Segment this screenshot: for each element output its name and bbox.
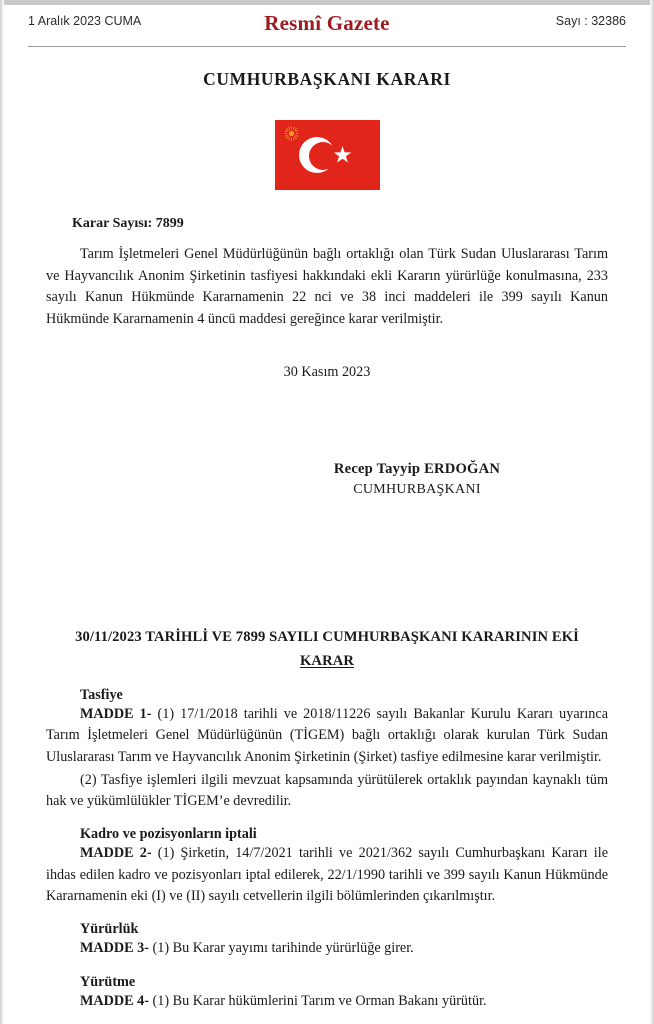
article-4 bbox=[40, 974, 614, 1012]
masthead-divider bbox=[28, 46, 626, 47]
article-1-body bbox=[46, 704, 608, 768]
annex-section bbox=[28, 626, 626, 1012]
article-1-label: Tasfiye bbox=[80, 687, 123, 703]
signatory-name: Recep Tayyip ERDOĞAN bbox=[333, 461, 501, 478]
article-3 bbox=[40, 921, 614, 959]
masthead-issue-number: Sayı : 32386 bbox=[555, 14, 626, 28]
page-title: CUMHURBAŞKANI KARARI bbox=[203, 69, 451, 89]
article-2-label: Kadro ve pozisyonların iptali bbox=[80, 826, 257, 843]
article-2 bbox=[40, 826, 614, 907]
gazette-title: Resmî Gazete bbox=[264, 11, 390, 35]
article-3-text: (1) Bu Karar yayımı tarihinde yürürlüğe girer. bbox=[148, 940, 414, 957]
article-4-label: Yürütme bbox=[80, 973, 136, 990]
masthead-date: 1 Aralık 2023 CUMA bbox=[28, 14, 142, 28]
crescent-inner-shape bbox=[309, 142, 337, 170]
article-2-text: (1) Şirketin, 14/7/2021 tarihli ve 2021/362 sayılı Cumhurbaşkanı Kararı ile ihdas edilen kadro ve pozisyonları iptal edilerek, 22/1/1990 tarihli ve 399 sayılı Kanun Hükmünde Kararnamenin eki (I) ve (II) sayılı cetvellerin ilgili bölümlerinden çıkarılmıştır. bbox=[46, 845, 608, 905]
signature-block bbox=[28, 461, 626, 498]
article-1 bbox=[40, 687, 614, 812]
turkish-flag-icon bbox=[275, 120, 380, 190]
decision-number: Karar Sayısı: 7899 bbox=[72, 216, 184, 231]
annex-heading-line-1: 30/11/2023 TARİHLİ VE 7899 SAYILI CUMHURBAŞKANI KARARININ EKİ bbox=[75, 629, 579, 646]
article-4-body bbox=[46, 991, 608, 1012]
decree-body-paragraph: Tarım İşletmeleri Genel Müdürlüğünün bağlı ortaklığı olan Türk Sudan Uluslararası Tarım ve Hayvancılık Anonim Şirketinin tasfiyesi hakkındaki ekli Kararın yürürlüğe konulmasına, 233 sayılı Kanun Hükmünde Kararnamenin 22 nci ve 38 inci maddeleri ile 399 sayılı Kanun Hükmünde Kararnamenin 4 üncü maddesi gereğince karar verilmiştir. bbox=[46, 246, 608, 327]
article-3-label: Yürürlük bbox=[80, 921, 139, 938]
annex-heading bbox=[40, 626, 614, 673]
article-2-madde: MADDE 2- bbox=[80, 845, 152, 862]
article-1-madde: MADDE 1- bbox=[80, 706, 152, 722]
article-2-body bbox=[46, 843, 608, 907]
article-1-subparagraph: (2) Tasfiye işlemleri ilgili mevzuat kapsamında yürütülerek ortaklık payından kaynaklı tüm hak ve yükümlülükler TİGEM’e devredilir. bbox=[46, 771, 608, 810]
annex-heading-line-2: KARAR bbox=[299, 652, 354, 669]
signatory-title: CUMHURBAŞKANI bbox=[353, 482, 481, 498]
article-3-body bbox=[46, 938, 608, 959]
flag-container bbox=[28, 120, 626, 190]
article-1-text: (1) 17/1/2018 tarihli ve 2018/11226 sayılı Bakanlar Kurulu Kararı uyarınca Tarım İşletmeleri Genel Müdürlüğünün (TİGEM) bağlı ortaklığı olarak kurulan Türk Sudan Uluslararası Tarım ve Hayvancılık Anonim Şirketinin (Şirket) tasfiye edilmesine karar verilmiştir. bbox=[46, 706, 608, 765]
masthead bbox=[28, 0, 626, 40]
article-4-madde: MADDE 4- bbox=[80, 992, 149, 1009]
sunburst-icon bbox=[284, 126, 299, 141]
article-4-text: (1) Bu Karar hükümlerini Tarım ve Orman Bakanı yürütür. bbox=[148, 992, 487, 1009]
article-3-madde: MADDE 3- bbox=[80, 940, 149, 957]
decree-date: 30 Kasım 2023 bbox=[283, 364, 371, 381]
